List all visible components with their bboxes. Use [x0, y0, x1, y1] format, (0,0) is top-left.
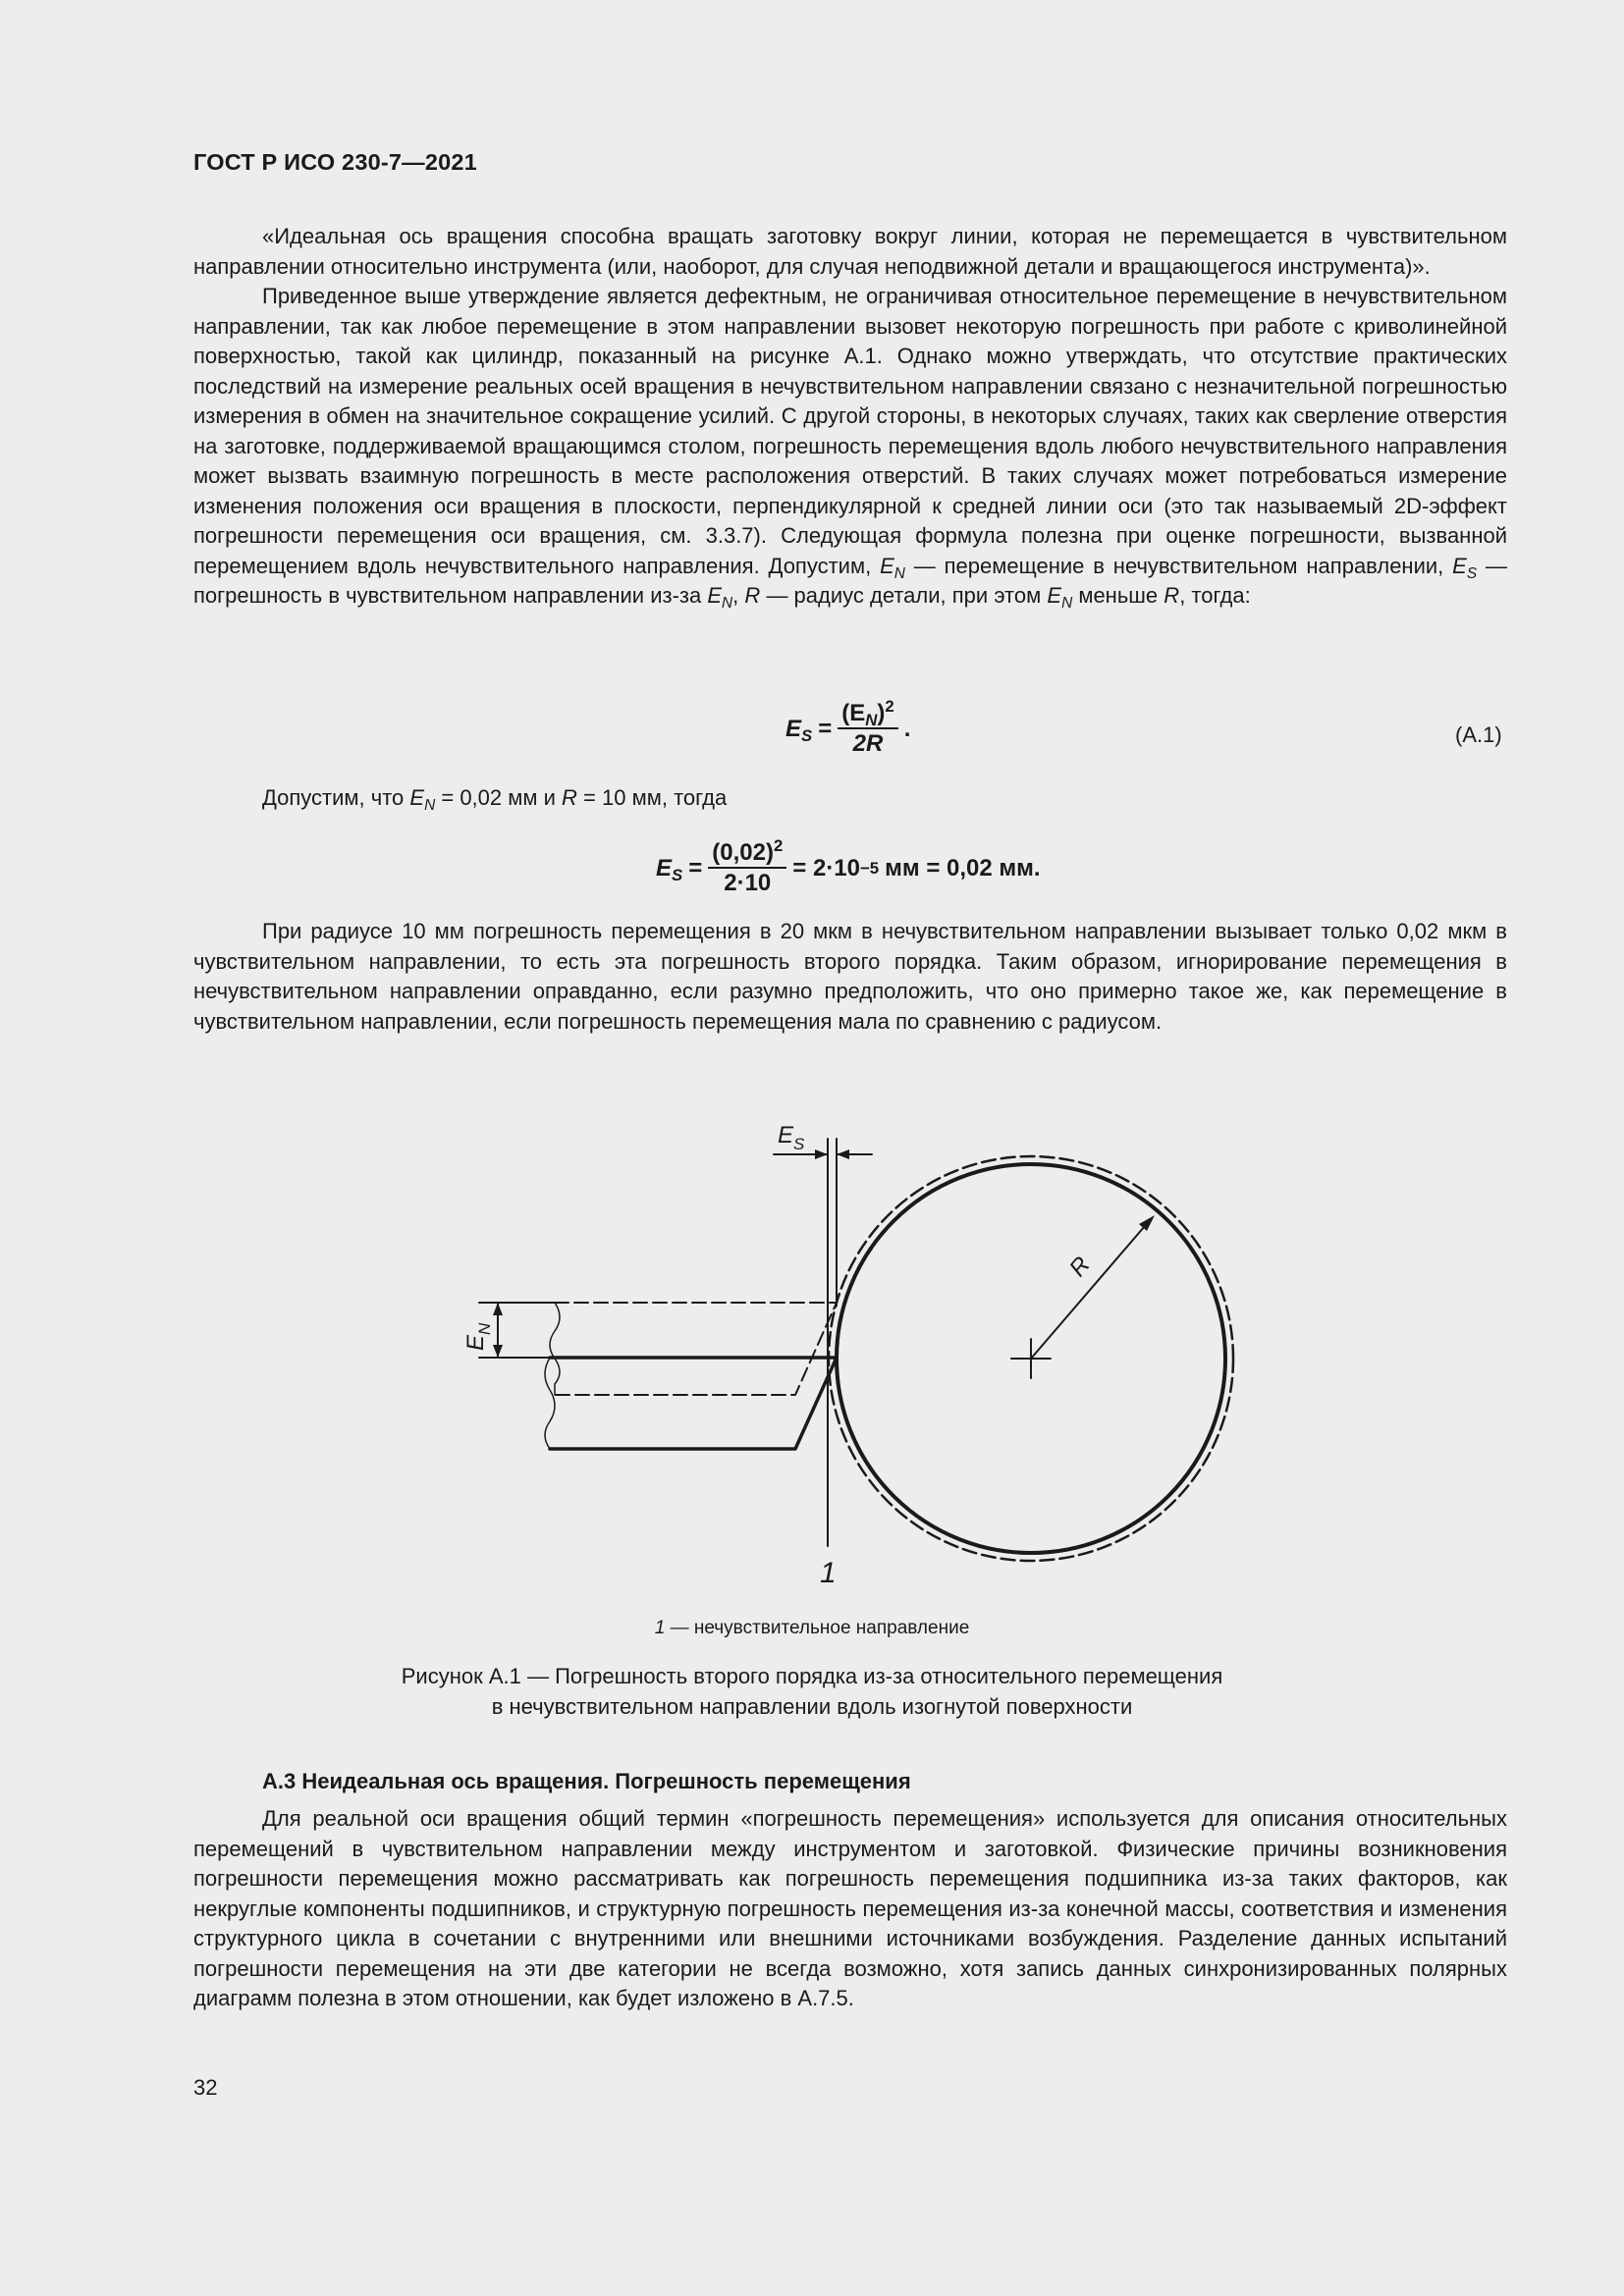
break-line-solid: [545, 1358, 555, 1449]
radius-line: [1031, 1219, 1151, 1359]
paragraph-defect-statement: Приведенное выше утверждение является дефектным, не ограничивая относительное перемещение в нечувствительном направлении, так как любое перемещение в этом направлении вызовет некоторую погрешность при работе с криволинейной поверхностью, такой как цилиндр, показанный на рисунке А.1. Однако можно утверждать, что отсутствие практических последствий на измерение реальных осей вращения в нечувствительном направлении связано с незначительной погрешностью измерения в обмен на значительное сокращение усилий. С другой стороны, в некоторых случаях, таких как сверление отверстия на заготовке, поддерживаемой вращающимся столом, погрешность перемещения вдоль любого нечувствительного направления может вызвать взаимную погрешность в месте расположения отверстий. В таких случаях может потребоваться измерение изменения положения оси вращения в плоскости, перпендикулярной к средней линии оси (это так называемый 2D-эффект погрешности перемещения оси вращения, см. 3.3.7). Следующая формула полезна при оценке погрешности, вызванной перемещением вдоль нечувствительного направления. Допустим, $E_N$ — перемещение в нечувствительном направлении, $E_S$ — погрешность в чувствительном направлении из-за $E_N$, R — радиус детали, при этом $E_N$ меньше R, тогда:: [193, 284, 1507, 612]
page-number: 32: [193, 2075, 218, 2100]
section-heading-a3: А.3 Неидеальная ось вращения. Погрешность перемещения: [262, 1769, 911, 1793]
tool-dashed: [555, 1303, 837, 1395]
label-es: $E_S$: [778, 1122, 805, 1153]
formula-a1: $E_S$ = $\frac{(E_N)^2}{2R}$ .: [785, 697, 911, 757]
assumption-line: Допустим, что $E_N = 0,02$ мм и R = 10 мм, тогда: [262, 785, 728, 814]
equation-number: (А.1): [1455, 722, 1502, 747]
label-r: R: [1063, 1252, 1096, 1282]
paragraph-real-axis: Для реальной оси вращения общий термин «погрешность перемещения» используется для описания относительных перемещений в чувствительном направлении между инструментом и заготовкой. Физические причины возникновения погрешности перемещения можно рассматривать как погрешность перемещения подшипника из-за таких факторов, как некруглые компоненты подшипников, и структурную погрешность перемещения из-за конечной массы, соответствия и изменения структурного цикла в сочетании с внутренними или внешними источниками возбуждения. Разделение данных испытаний погрешности перемещения на эти две категории не всегда возможно, хотя запись данных синхронизированных полярных диаграмм полезна в этом отношении, как будет изложено в А.7.5.: [193, 1806, 1507, 2010]
body-text-bottom: [193, 1804, 1507, 2014]
label-1: 1: [820, 1557, 837, 1589]
formula-numeric: $E_S$ = $\frac{(0,02)^2}{2\cdot 10}$ = 2·10 −5 мм = 0,02 мм.: [656, 836, 1041, 896]
figure-key: 1 — нечувствительное направление: [654, 1618, 970, 1638]
figure-caption: Рисунок А.1 — Погрешность второго порядка из-за относительного перемещения в нечувствительном направлении вдоль изогнутой поверхности: [401, 1664, 1223, 1719]
tool-solid: [550, 1358, 837, 1449]
radius-arrowhead: [1139, 1215, 1155, 1231]
paragraph-ideal-axis: «Идеальная ось вращения способна вращать заготовку вокруг линии, которая не перемещается в чувствительном направлении относительно инструмента (или, наоборот, для случая неподвижной детали и вращающегося инструмента)».: [193, 224, 1507, 279]
label-en: $E_N$: [462, 1322, 494, 1351]
document-header: ГОСТ Р ИСО 230-7—2021: [193, 149, 477, 175]
break-line-dashed: [550, 1303, 560, 1395]
paragraph-second-order: При радиусе 10 мм погрешность перемещения в 20 мкм в нечувствительном направлении вызывает только 0,02 мкм в чувствительном направлении, то есть эта погрешность второго порядка. Таким образом, игнорирование перемещения в нечувствительном направлении оправданно, если разумно предположить, что оно примерно такое же, как перемещение в чувствительном направлении, если погрешность перемещения мала по сравнению с радиусом.: [193, 919, 1507, 1034]
